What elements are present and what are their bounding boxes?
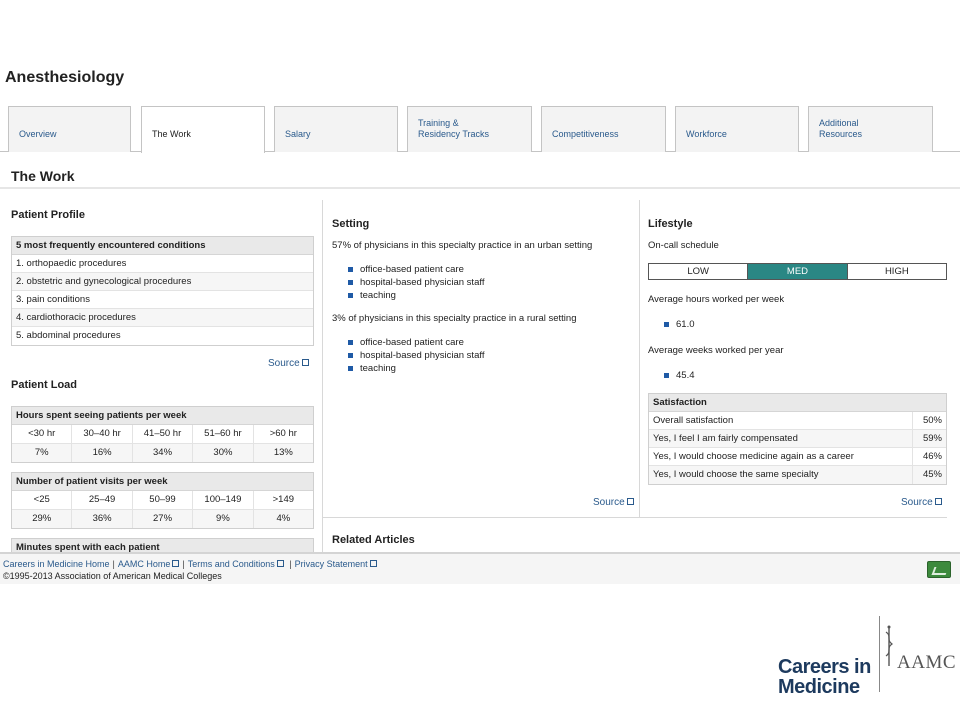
tab-workforce[interactable]: Workforce <box>675 106 799 152</box>
visits-value: 36% <box>72 510 132 528</box>
lifestyle-source-link[interactable]: Source <box>901 497 942 508</box>
list-item: hospital-based physician staff <box>346 349 484 362</box>
visits-label: >149 <box>272 494 295 505</box>
visits-value: 4% <box>276 513 291 524</box>
hours-value: 16% <box>72 444 132 462</box>
page-title: Anesthesiology <box>5 69 125 86</box>
footer-link-terms[interactable]: Terms and Conditions <box>188 559 284 569</box>
visits-value: 29% <box>12 510 72 528</box>
careers-in-medicine-logo: Careers in Medicine <box>778 656 871 698</box>
external-link-icon <box>370 560 377 567</box>
condition-row: 1. orthopaedic procedures <box>12 255 313 273</box>
satisfaction-row: Yes, I feel I am fairly compensated 59% <box>649 430 946 448</box>
aamc-logo-text: AAMC <box>897 652 957 673</box>
list-item: office-based patient care <box>346 263 484 276</box>
tab-bar <box>0 106 960 152</box>
hours-worked-list <box>662 318 695 331</box>
hours-value: 7% <box>12 444 72 462</box>
hours-worked-value: 61.0 <box>662 318 695 331</box>
visits-label: 100–149 <box>193 491 253 509</box>
section-title: The Work <box>11 168 75 184</box>
oncall-low: LOW <box>649 264 748 279</box>
hours-label: 41–50 hr <box>133 425 193 443</box>
tab-salary[interactable]: Salary <box>274 106 398 152</box>
visits-label: <25 <box>12 491 72 509</box>
footer-link-aamc-home[interactable]: AAMC Home <box>118 559 180 569</box>
visits-label: 25–49 <box>72 491 132 509</box>
tab-the-work[interactable]: The Work <box>141 106 265 153</box>
list-item: teaching <box>346 289 484 302</box>
footer <box>0 554 960 584</box>
section-divider <box>0 187 960 189</box>
tab-training-residency-tracks[interactable]: Training & Residency Tracks <box>407 106 532 152</box>
satisfaction-header: Satisfaction <box>649 394 946 412</box>
rural-setting-text: 3% of physicians in this specialty practice in a rural setting <box>332 313 577 324</box>
condition-row: 4. cardiothoracic procedures <box>12 309 313 327</box>
oncall-scale <box>648 263 947 280</box>
setting-source-link[interactable]: Source <box>593 497 634 508</box>
hours-values-row <box>12 444 313 462</box>
tab-overview[interactable]: Overview <box>8 106 131 152</box>
visits-value: 27% <box>133 510 193 528</box>
external-link-icon <box>627 498 634 505</box>
site-map-icon[interactable] <box>927 561 951 578</box>
related-divider <box>322 517 947 518</box>
setting-heading: Setting <box>332 218 370 230</box>
weeks-worked-list <box>662 369 695 382</box>
visits-table-header: Number of patient visits per week <box>12 473 313 491</box>
urban-setting-list <box>346 263 484 302</box>
caduceus-icon <box>884 624 894 668</box>
satisfaction-table <box>648 393 947 485</box>
minutes-table <box>11 538 314 552</box>
related-articles-heading: Related Articles <box>332 534 415 546</box>
visits-label: 50–99 <box>133 491 193 509</box>
external-link-icon <box>935 498 942 505</box>
conditions-table-header: 5 most frequently encountered conditions <box>12 237 313 255</box>
conditions-table <box>11 236 314 346</box>
minutes-table-header: Minutes spent with each patient <box>12 539 313 552</box>
hours-label: <30 hr <box>12 425 72 443</box>
external-link-icon <box>277 560 284 567</box>
oncall-label: On-call schedule <box>648 240 719 251</box>
oncall-med: MED <box>748 264 847 279</box>
column-divider-right <box>639 200 640 518</box>
satisfaction-row: Yes, I would choose the same specialty 45% <box>649 466 946 484</box>
footer-link-cim-home[interactable]: Careers in Medicine Home <box>3 559 110 569</box>
lifestyle-heading: Lifestyle <box>648 218 693 230</box>
condition-row: 2. obstetric and gynecological procedures <box>12 273 313 291</box>
hours-label: 30–40 hr <box>72 425 132 443</box>
copyright-text: ©1995-2013 Association of American Medical Colleges <box>3 571 222 581</box>
hours-label: >60 hr <box>269 428 297 439</box>
tab-competitiveness[interactable]: Competitiveness <box>541 106 666 152</box>
rural-setting-list <box>346 336 484 375</box>
list-item: office-based patient care <box>346 336 484 349</box>
hours-label: 51–60 hr <box>193 425 253 443</box>
tab-additional-resources[interactable]: Additional Resources <box>808 106 933 152</box>
patient-load-heading: Patient Load <box>11 379 78 391</box>
condition-row: 5. abdominal procedures <box>16 330 121 341</box>
satisfaction-row: Overall satisfaction 50% <box>649 412 946 430</box>
patient-profile-heading: Patient Profile <box>11 209 85 221</box>
hours-table-header: Hours spent seeing patients per week <box>12 407 313 425</box>
hours-value: 34% <box>133 444 193 462</box>
hours-value: 13% <box>273 447 293 458</box>
column-divider-left <box>322 200 323 552</box>
external-link-icon <box>172 560 179 567</box>
hours-worked-label: Average hours worked per week <box>648 294 785 305</box>
urban-setting-text: 57% of physicians in this specialty practice in an urban setting <box>332 240 593 251</box>
weeks-worked-label: Average weeks worked per year <box>648 345 784 356</box>
list-item: hospital-based physician staff <box>346 276 484 289</box>
visits-table <box>11 472 314 529</box>
hours-table <box>11 406 314 463</box>
external-link-icon <box>302 359 309 366</box>
list-item: teaching <box>346 362 484 375</box>
condition-row: 3. pain conditions <box>12 291 313 309</box>
hours-value: 30% <box>193 444 253 462</box>
visits-values-row <box>12 510 313 528</box>
patient-profile-source-link[interactable]: Source <box>268 358 309 369</box>
visits-value: 9% <box>193 510 253 528</box>
footer-link-privacy[interactable]: Privacy Statement <box>295 559 377 569</box>
weeks-worked-value: 45.4 <box>662 369 695 382</box>
oncall-high: HIGH <box>884 266 909 277</box>
hours-labels-row <box>12 425 313 444</box>
footer-links: Careers in Medicine Home | AAMC Home | Terms and Conditions | Privacy Statement <box>3 559 377 569</box>
logo-divider <box>879 616 880 692</box>
satisfaction-row: Yes, I would choose medicine again as a career 46% <box>649 448 946 466</box>
visits-labels-row <box>12 491 313 510</box>
